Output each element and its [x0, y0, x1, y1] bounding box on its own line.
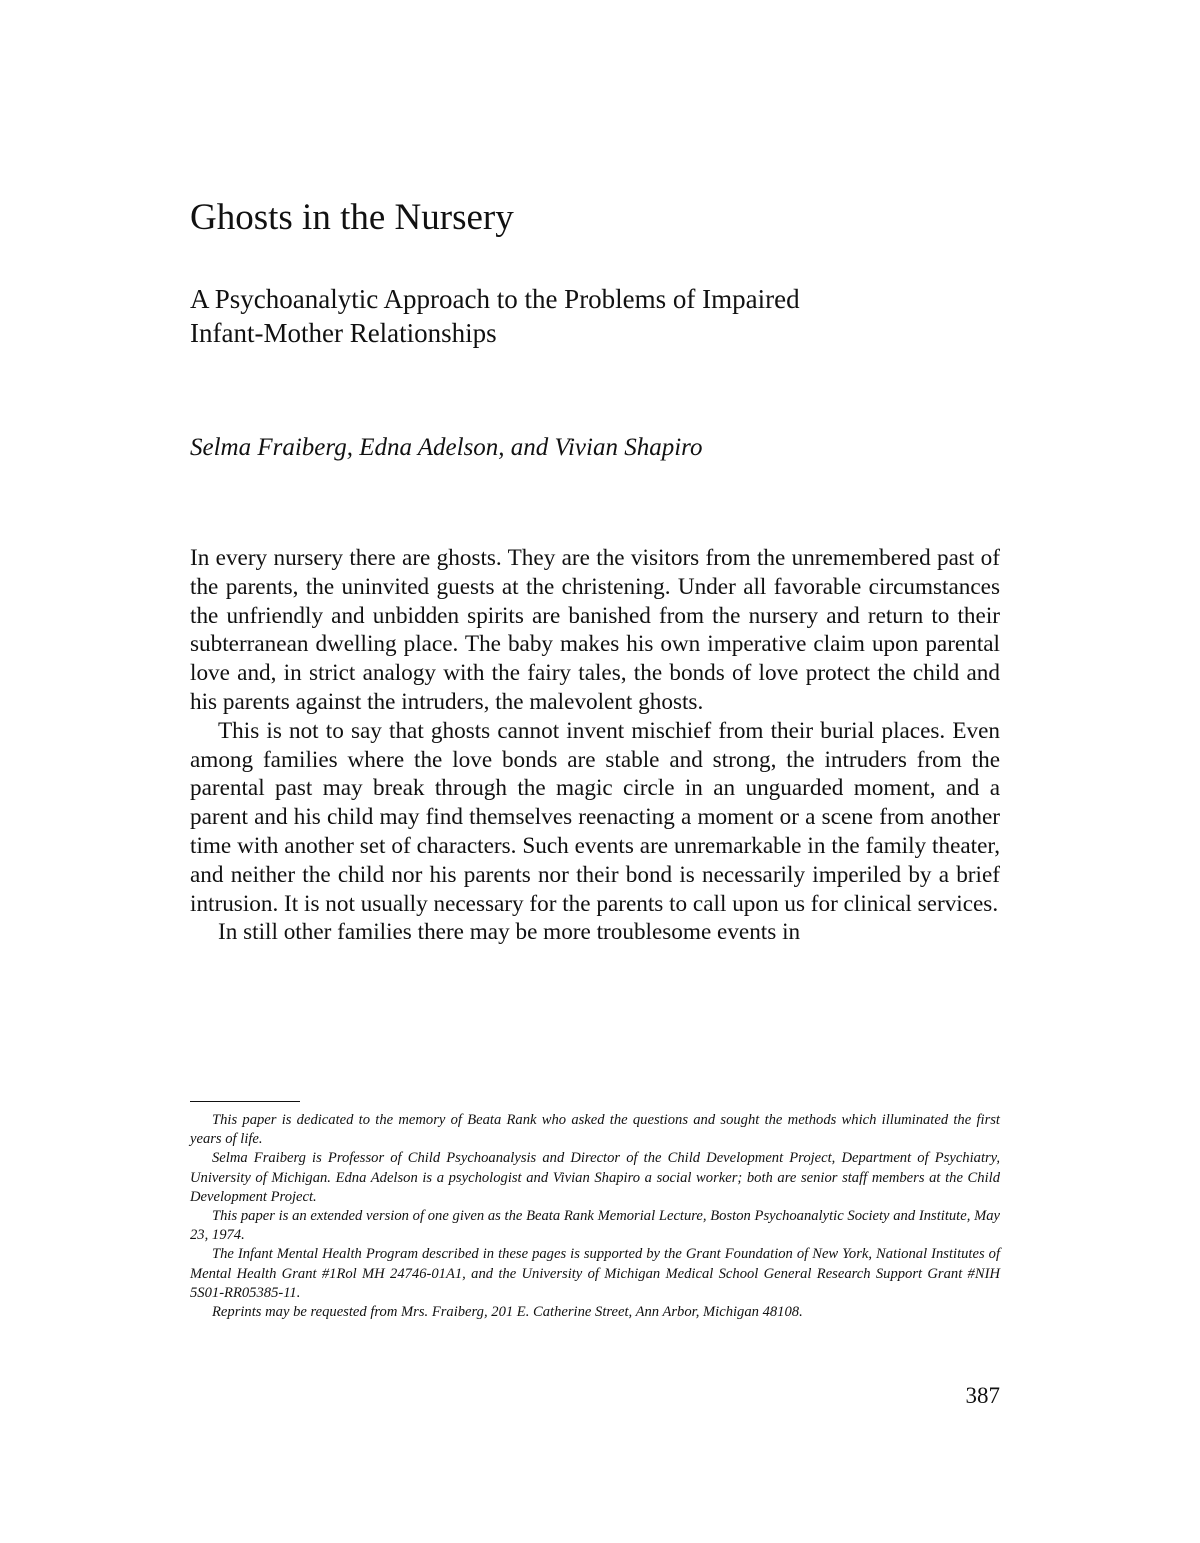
subtitle-line-2: Infant-Mother Relationships: [190, 318, 497, 348]
footnote: Selma Fraiberg is Professor of Child Psychoanalysis and Director of the Child Development Project, Department of Psychiatry, University of Michigan. Edna Adelson is a psychologist and Vivian Shapiro a social worker; both are senior staff members at the Child Development Project.: [190, 1150, 1000, 1205]
body-paragraph: In every nursery there are ghosts. They are the visitors from the unremembered past of the parents, the uninvited guests at the christening. Under all favorable circumstances the unfriendly and unbidden spirits are banished from the nursery and return to their subterranean dwelling place. The baby makes his own imperative claim upon parental love and, in strict analogy with the fairy tales, the bonds of love protect the child and his parents against the intruders, the malevolent ghosts.: [190, 545, 1000, 715]
body-paragraph: In still other families there may be more troublesome events in: [218, 919, 801, 946]
article-authors: Selma Fraiberg, Edna Adelson, and Vivian Shapiro: [190, 434, 703, 461]
footnote: This paper is an extended version of one given as the Beata Rank Memorial Lecture, Boston Psychoanalytic Society and Institute, May 23, 1974.: [190, 1208, 1000, 1244]
footnote: Reprints may be requested from Mrs. Fraiberg, 201 E. Catherine Street, Ann Arbor, Michigan 48108.: [212, 1304, 803, 1321]
article-title: Ghosts in the Nursery: [190, 197, 514, 238]
page-number: 387: [965, 1383, 1000, 1408]
body-paragraph: This is not to say that ghosts cannot invent mischief from their burial places. Even among families where the love bonds are stable and strong, the intruders from the parental past may break through the magic circle in an unguarded moment, and a parent and his child may find themselves reenacting a moment or a scene from another time with another set of characters. Such events are unremarkable in the family theater, and neither the child nor his parents nor their bond is necessarily imperiled by a brief intrusion. It is not usually necessary for the parents to call upon us for clinical services.: [190, 717, 1000, 917]
footnote-divider: [190, 1101, 300, 1102]
footnote: The Infant Mental Health Program described in these pages is supported by the Grant Foundation of New York, National Institutes of Mental Health Grant #1Rol MH 24746-01A1, and the University of Michigan Medical School General Research Support Grant #NIH 5S01-RR05385-11.: [190, 1246, 1000, 1301]
body-text: [190, 544, 1000, 947]
article-subtitle: [190, 282, 990, 350]
subtitle-line-1: A Psychoanalytic Approach to the Problems of Impaired: [190, 284, 800, 314]
footnotes: [190, 1111, 1000, 1322]
footnote: This paper is dedicated to the memory of Beata Rank who asked the questions and sought the methods which illuminated the first years of life.: [190, 1112, 1000, 1148]
